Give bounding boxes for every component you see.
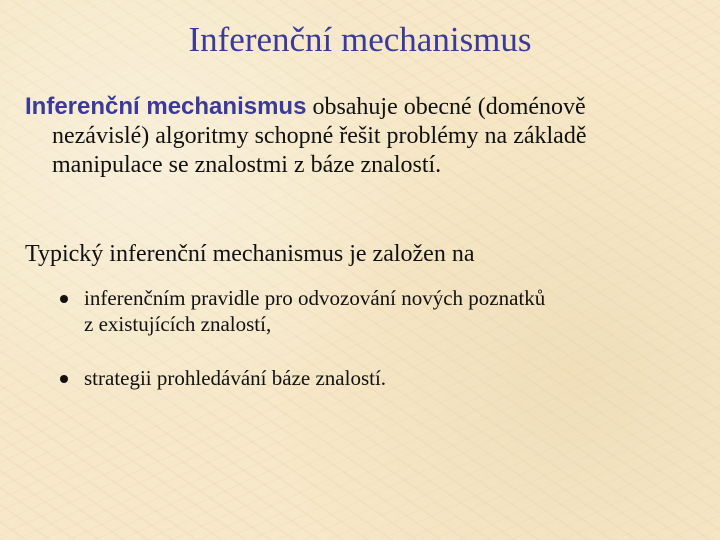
- bullet-item: [58, 365, 698, 391]
- definition-line-1: [25, 92, 695, 122]
- bullet-item: [58, 285, 698, 337]
- bullet-line: strategii prohledávání báze znalostí.: [84, 366, 387, 390]
- definition-line-2: nezávislé) algoritmy schopné řešit problémy na základě: [52, 123, 587, 149]
- bullet-dot-icon: [60, 295, 68, 303]
- slide-title: Inferenční mechanismus: [188, 20, 532, 59]
- definition-line-1-text: obsahuje obecné (doménově: [306, 94, 586, 120]
- definition-paragraph: [25, 92, 695, 180]
- bullet-line: inferenčním pravidle pro odvozování nových poznatků: [84, 286, 546, 310]
- bullet-list: [58, 285, 698, 419]
- definition-line-3: manipulace se znalostmi z báze znalostí.: [52, 152, 442, 178]
- intro-paragraph: Typický inferenční mechanismus je založen na: [25, 241, 475, 267]
- bullet-line: z existujících znalostí,: [84, 312, 272, 336]
- bullet-dot-icon: [60, 375, 68, 383]
- highlighted-term: Inferenční mechanismus: [25, 93, 307, 120]
